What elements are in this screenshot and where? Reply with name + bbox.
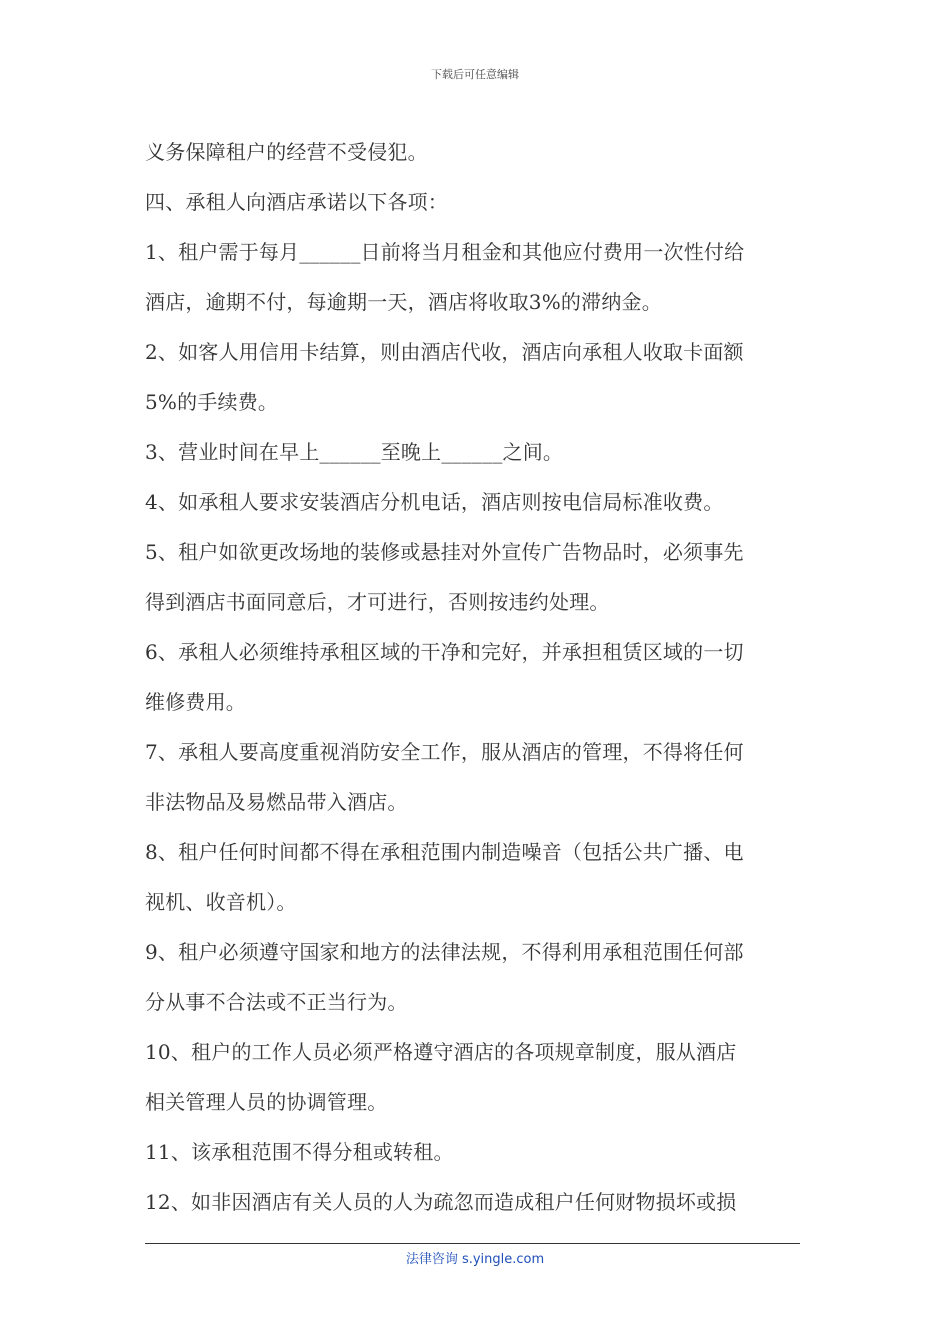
text-line: 义务保障租户的经营不受侵犯。	[145, 140, 428, 164]
text-line: 维修费用。	[145, 690, 246, 714]
text-line: 酒店，逾期不付，每逾期一天，酒店将收取3%的滞纳金。	[145, 290, 662, 314]
text-line: 7、承租人要高度重视消防安全工作，服从酒店的管理，不得将任何	[145, 740, 744, 764]
text-line: 5、租户如欲更改场地的装修或悬挂对外宣传广告物品时，必须事先	[145, 540, 744, 564]
document-body	[145, 127, 810, 1227]
text-line: 10、租户的工作人员必须严格遵守酒店的各项规章制度，服从酒店	[145, 1040, 737, 1064]
text-line: 四、承租人向酒店承诺以下各项：	[145, 190, 448, 214]
text-line: 得到酒店书面同意后，才可进行，否则按违约处理。	[145, 590, 610, 614]
text-line: 3、营业时间在早上______至晚上______之间。	[145, 440, 564, 464]
text-line: 视机、收音机）。	[145, 890, 297, 914]
footer-divider	[145, 1243, 800, 1244]
text-line: 非法物品及易燃品带入酒店。	[145, 790, 408, 814]
text-line: 5%的手续费。	[145, 390, 279, 414]
page-header: 下载后可任意编辑	[431, 68, 519, 81]
page-footer-link[interactable]: 法律咨询 s.yingle.com	[405, 1252, 545, 1267]
text-line: 6、承租人必须维持承租区域的干净和完好，并承担租赁区域的一切	[145, 640, 744, 664]
text-line: 9、租户必须遵守国家和地方的法律法规，不得利用承租范围任何部	[145, 940, 744, 964]
text-line: 相关管理人员的协调管理。	[145, 1090, 388, 1114]
text-line: 12、如非因酒店有关人员的人为疏忽而造成租户任何财物损坏或损	[145, 1190, 737, 1214]
text-line: 分从事不合法或不正当行为。	[145, 990, 408, 1014]
text-line: 8、租户任何时间都不得在承租范围内制造噪音（包括公共广播、电	[145, 840, 744, 864]
text-line: 11、该承租范围不得分租或转租。	[145, 1140, 454, 1164]
text-line: 2、如客人用信用卡结算，则由酒店代收，酒店向承租人收取卡面额	[145, 340, 744, 364]
text-line: 4、如承租人要求安装酒店分机电话，酒店则按电信局标准收费。	[145, 490, 724, 514]
text-line: 1、租户需于每月______日前将当月租金和其他应付费用一次性付给	[145, 240, 745, 264]
